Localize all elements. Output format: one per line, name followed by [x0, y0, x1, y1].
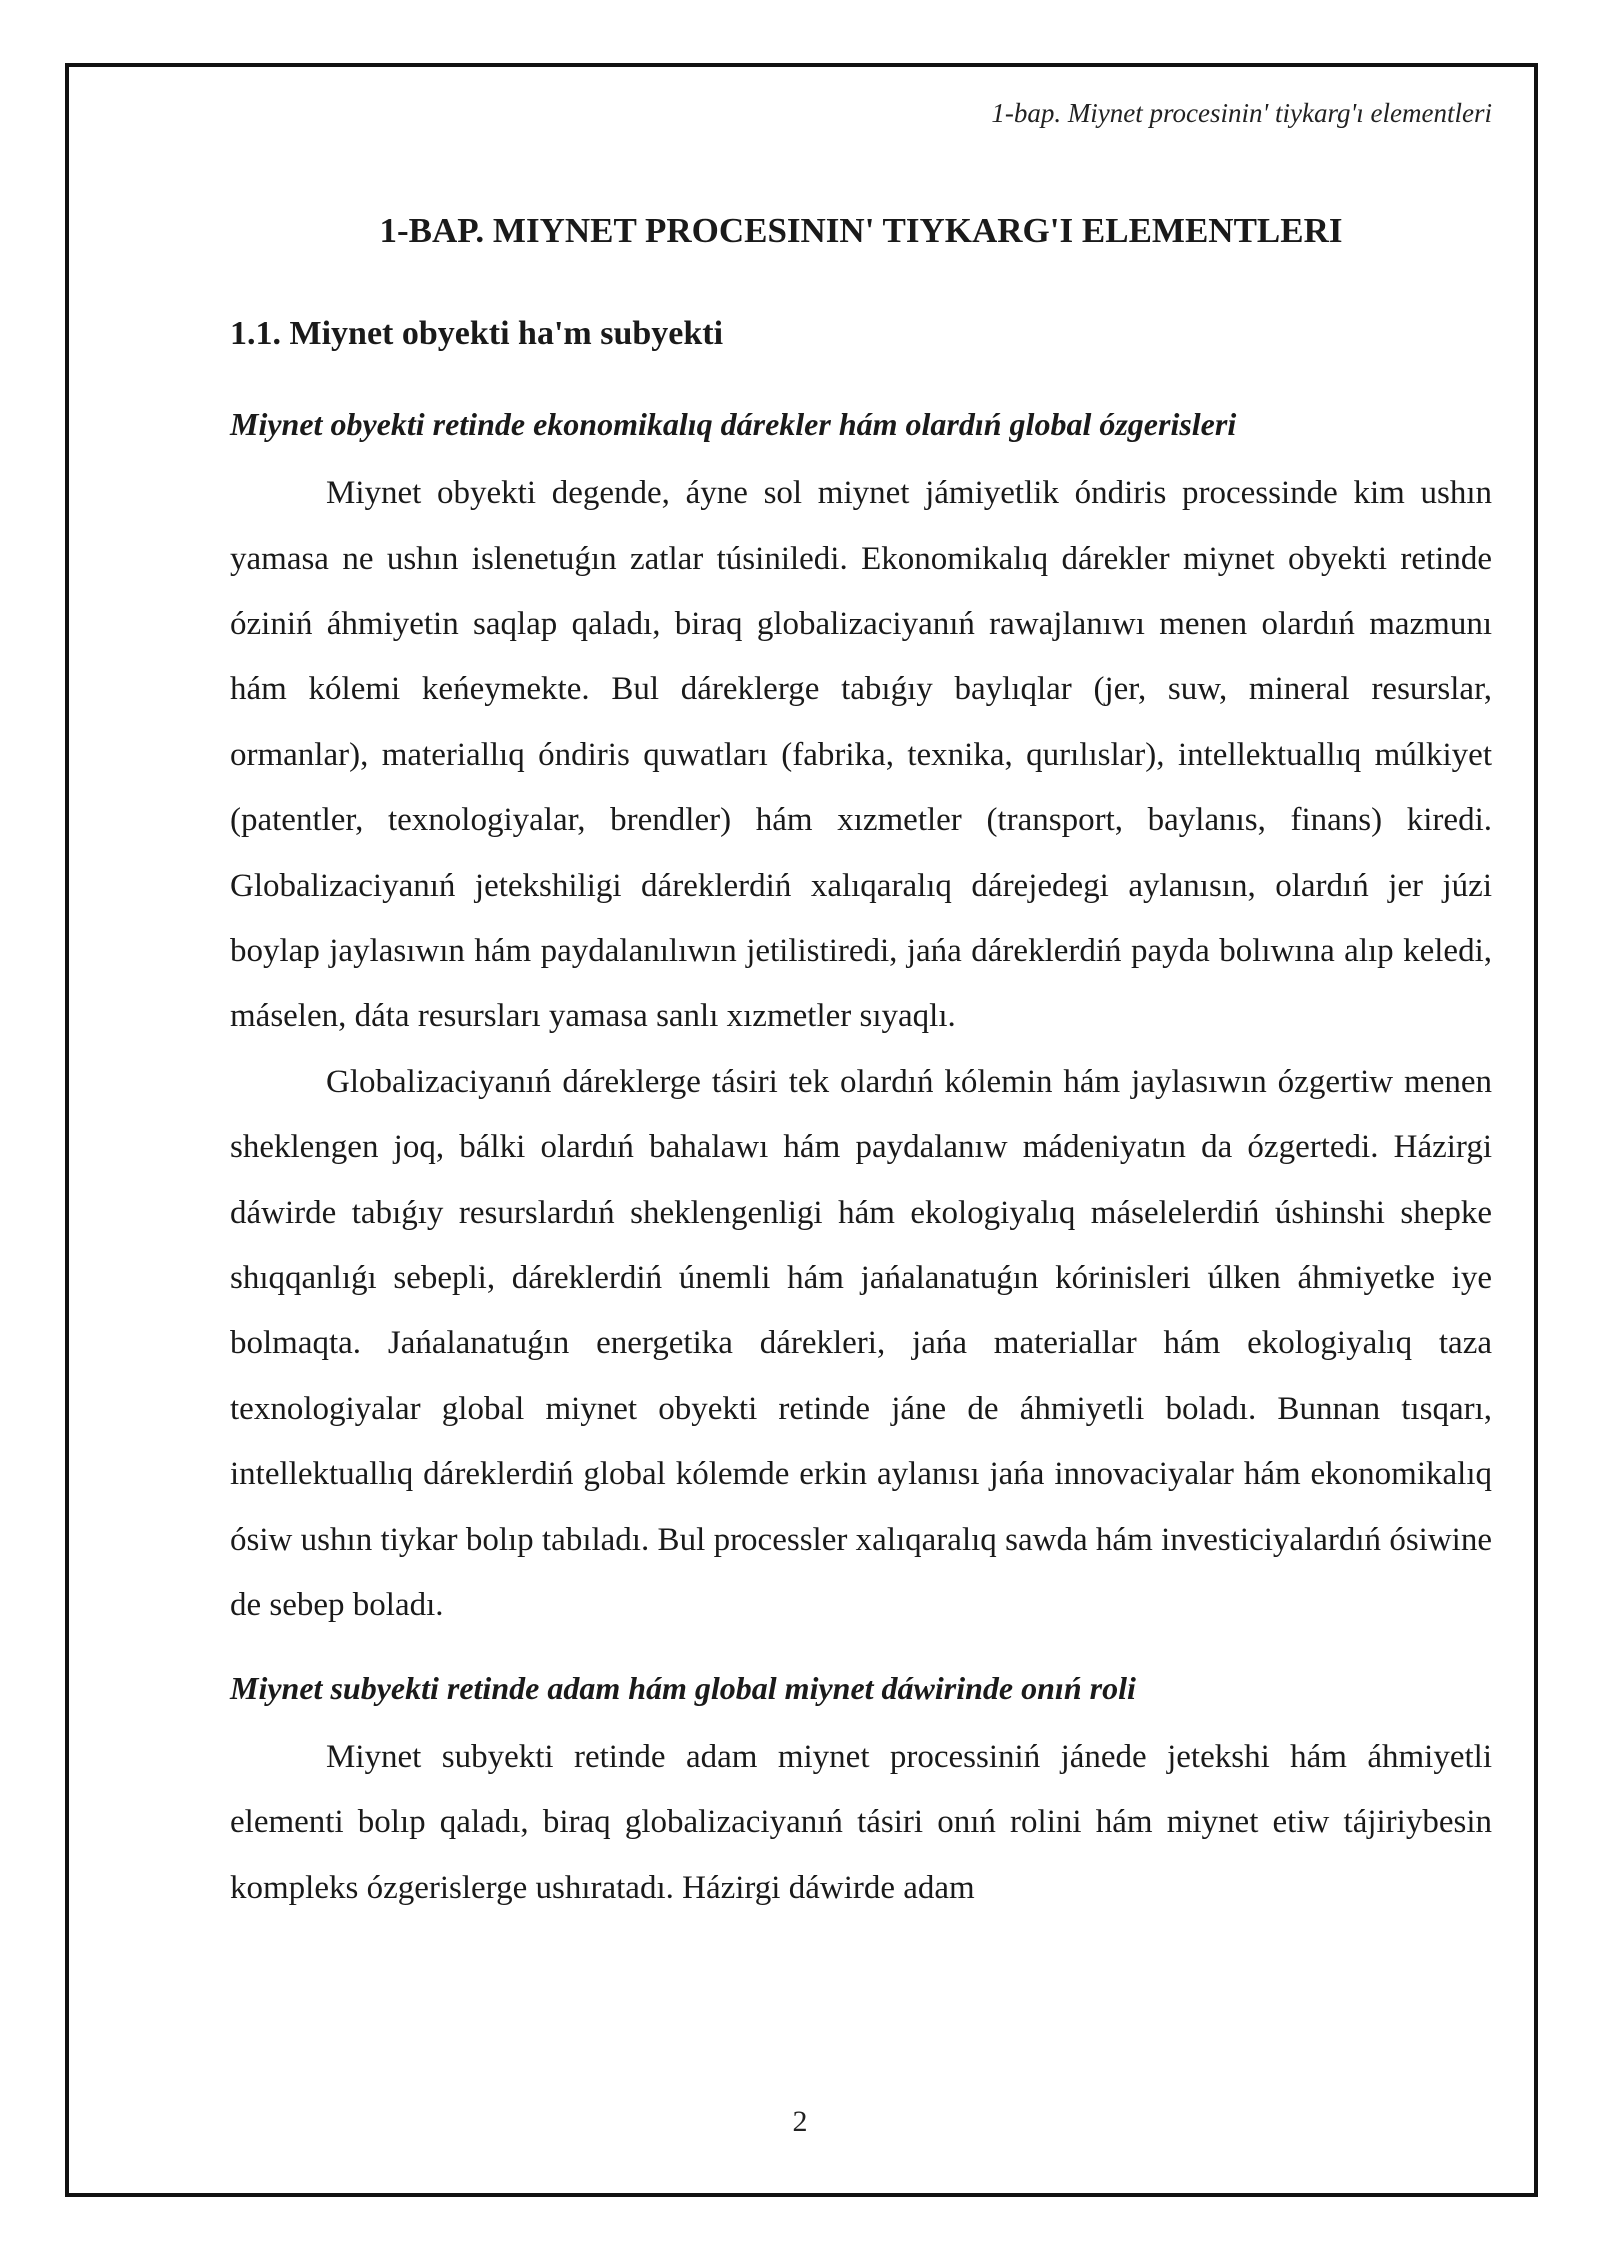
subsection-title: Miynet subyekti retinde adam hám global miynet dáwirinde onıń roli [230, 1669, 1136, 1706]
page-number: 2 [792, 2105, 808, 2138]
document-body [230, 210, 1492, 1921]
section-title: 1.1. Miynet obyekti ha'm subyekti [230, 315, 724, 352]
running-header: 1-bap. Miynet procesinin' tiykarg'ı elementleri [991, 98, 1492, 128]
paragraph: Miynet subyekti retinde adam miynet processiniń jánede jetekshi hám áhmiyetli elementi bolıp qaladı, biraq globalizaciyanıń tásiri onıń rolini hám miynet etiw tájiriybesin kompleks ózgerislerge ushıratadı. Házirgi dáwirde adam [230, 1738, 1492, 1906]
paragraph: Miynet obyekti degende, áyne sol miynet jámiyetlik óndiris processinde kim ushın yamasa ne ushın islenetuǵın zatlar túsiniledi. Ekonomikalıq dárekler miynet obyekti retinde óziniń áhmiyetin saqlap qaladı, biraq globalizaciyanıń rawajlanıwı menen olardıń mazmunı hám kólemi keńeymekte. Bul dáreklerge tabıǵıy baylıqlar (jer, suw, mineral resurslar, ormanlar), materiallıq óndiris quwatları (fabrika, texnika, qurılıslar), intellektuallıq múlkiyet (patentler, texnologiyalar, brendler) hám xızmetler (transport, baylanıs, finans) kiredi. Globalizaciyanıń jetekshiligi dáreklerdiń xalıqaralıq dárejedegi aylanısın, olardıń jer júzi boylap jaylasıwın hám paydalanılıwın jetilistiredi, jańa dáreklerdiń payda bolıwına alıp keledi, máselen, dáta resursları yamasa sanlı xızmetler sıyaqlı. [230, 475, 1492, 1035]
paragraph: Globalizaciyanıń dáreklerge tásiri tek olardıń kólemin hám jaylasıwın ózgertiw menen sheklengen joq, bálki olardıń bahalawı hám paydalanıw mádeniyatın da ózgertedi. Házirgi dáwirde tabıǵıy resurslardıń sheklengenligi hám ekologiyalıq máselelerdiń úshinshi shepke shıqqanlıǵı sebepli, dáreklerdiń únemli hám jańalanatuǵın kórinisleri úlken áhmiyetke iye bolmaqta. Jańalanatuǵın energetika dárekleri, jańa materiallar hám ekologiyalıq taza texnologiyalar global miynet obyekti retinde jáne de áhmiyetli boladı. Bunnan tısqarı, intellektuallıq dáreklerdiń global kólemde erkin aylanısı jańa innovaciyalar hám ekonomikalıq ósiw ushın tiykar bolıp tabıladı. Bul processler xalıqaralıq sawda hám investiciyalardıń ósiwine de sebep boladı. [230, 1063, 1492, 1624]
subsection-title: Miynet obyekti retinde ekonomikalıq dárekler hám olardıń global ózgerisleri [230, 405, 1237, 442]
chapter-title: 1-BAP. MIYNET PROCESININ' TIYKARG'I ELEMENTLERI [379, 211, 1343, 250]
